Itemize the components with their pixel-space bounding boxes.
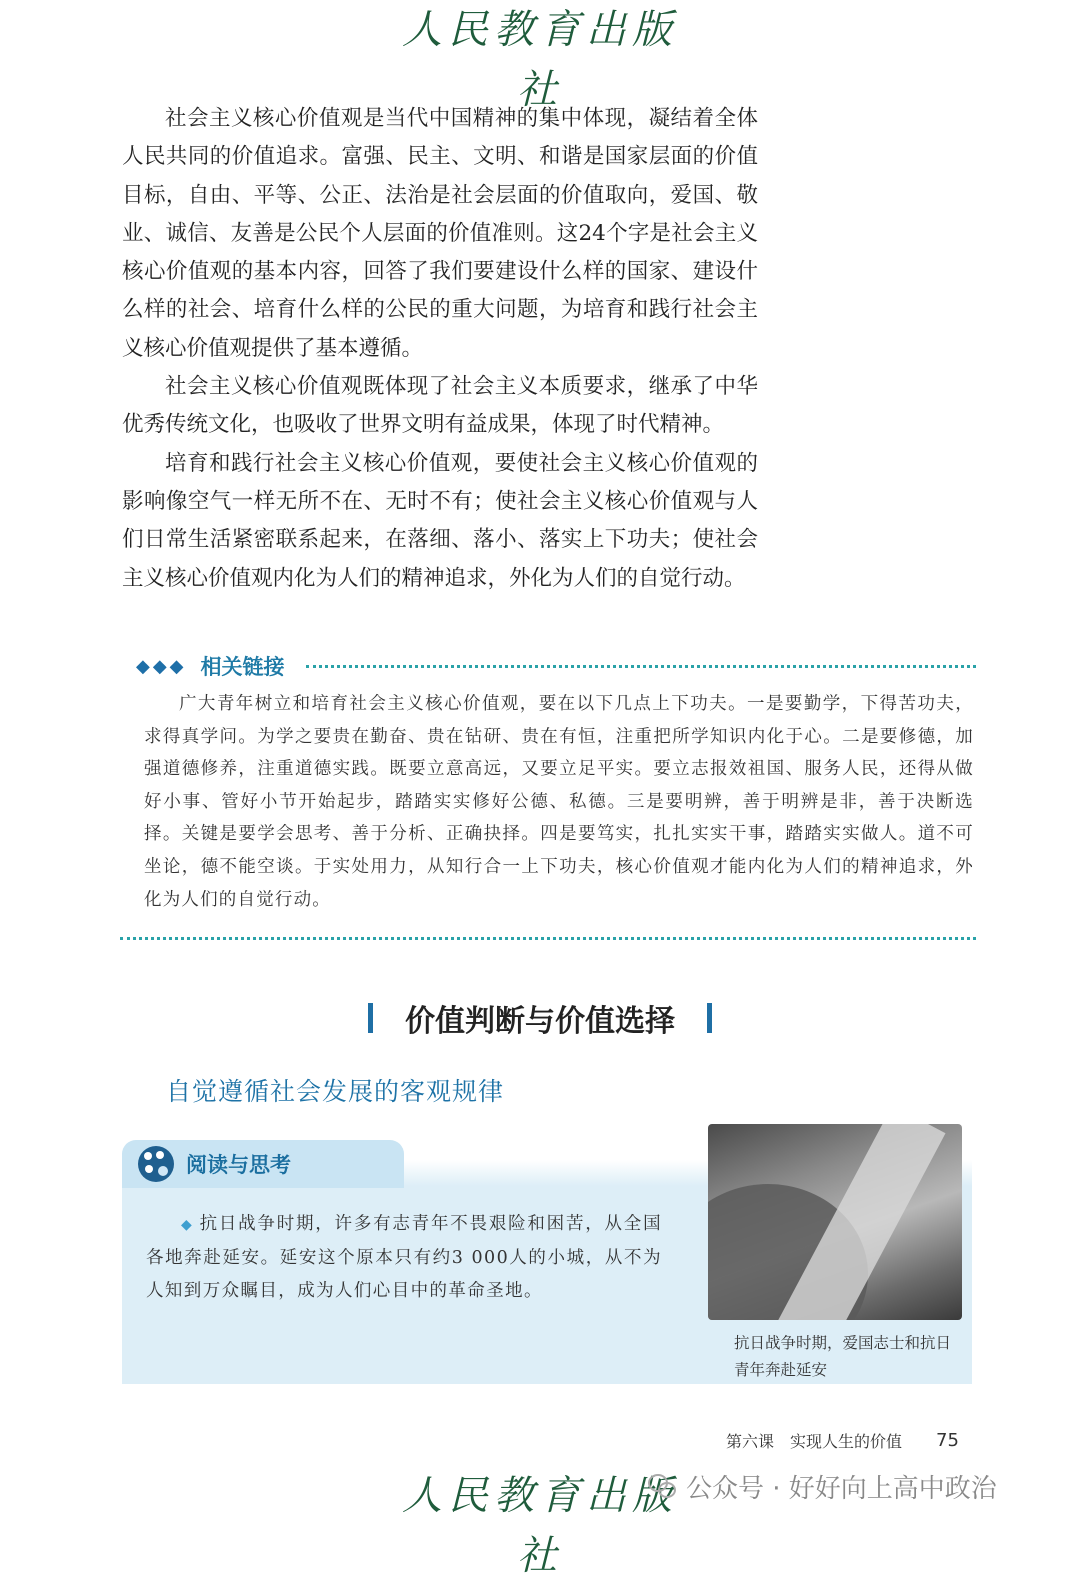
section-title <box>0 994 1080 1042</box>
related-link-text <box>144 688 974 916</box>
diamond-icon: ◆◆◆ <box>136 655 187 677</box>
related-link-box <box>120 648 976 940</box>
dotted-divider <box>306 665 976 668</box>
yanan-photo <box>708 1124 962 1320</box>
related-link-title: 相关链接 <box>200 655 285 679</box>
page-number: 75 <box>936 1429 959 1451</box>
palette-icon <box>138 1146 174 1182</box>
related-link-header <box>136 648 285 684</box>
wechat-icon <box>648 1474 678 1498</box>
paragraph: 培育和践行社会主义核心价值观，要使社会主义核心价值观的影响像空气一样无所不在、无时不有；使社会主义核心价值观与人们日常生活紧密联系起来，在落细、落小、落实上下功夫；使社会主义核心价值观内化为人们的精神追求，外化为人们的自觉行动。 <box>122 450 758 591</box>
chapter-label: 第六课 实现人生的价值 <box>726 1431 903 1451</box>
reading-text <box>146 1208 662 1308</box>
reading-paragraph <box>146 1208 662 1308</box>
diamond-bullet-icon: ◆ <box>181 1217 194 1233</box>
paragraph: 社会主义核心价值观是当代中国精神的集中体现，凝结着全体人民共同的价值追求。富强、民主、文明、和谐是国家层面的价值目标，自由、平等、公正、法治是社会层面的价值取向，爱国、敬业、诚信、友善是公民个人层面的价值准则。这24个字是社会主义核心价值观的基本内容，回答了我们要建设什么样的国家、建设什么样的社会、培育什么样的公民的重大问题，为培育和践行社会主义核心价值观提供了基本遵循。 <box>122 106 758 361</box>
page-footer <box>726 1428 959 1452</box>
watermark-text: 公众号 · 好好向上高中政治 <box>686 1473 997 1504</box>
reading-title: 阅读与思考 <box>186 1153 291 1177</box>
title-bar-right <box>707 1003 712 1033</box>
dotted-divider <box>120 937 976 940</box>
body-text <box>122 100 758 598</box>
publisher-logo-top: 人民教育出版社 <box>402 7 678 113</box>
related-link-paragraph: 广大青年树立和培育社会主义核心价值观，要在以下几点上下功夫。一是要勤学，下得苦功夫，求得真学问。为学之要贵在勤奋、贵在钻研、贵在有恒，注重把所学知识内化于心。二是要修德，加强道德修养，注重道德实践。既要立意高远，又要立足平实。要立志报效祖国、服务人民，还得从做好小事、管好小节开始起步，踏踏实实修好公德、私德。三是要明辨，善于明辨是非，善于决断选择。关键是要学会思考、善于分析、正确抉择。四是要笃实，扎扎实实干事，踏踏实实做人。道不可坐论，德不能空谈。于实处用力，从知行合一上下功夫，核心价值观才能内化为人们的精神追求，外化为人们的自觉行动。 <box>144 694 974 910</box>
reading-paragraph-text: 抗日战争时期，许多有志青年不畏艰险和困苦，从全国各地奔赴延安。延安这个原本只有约3 000人的小城，从不为人知到万众瞩目，成为人们心目中的革命圣地。 <box>146 1214 662 1301</box>
photo-caption: 抗日战争时期，爱国志士和抗日青年奔赴延安 <box>734 1334 952 1379</box>
title-bar-left <box>368 1003 373 1033</box>
subheading: 自觉遵循社会发展的客观规律 <box>166 1077 505 1106</box>
reading-tab <box>122 1140 404 1188</box>
section-title-text: 价值判断与价值选择 <box>405 1004 675 1039</box>
publisher-logo-bottom: 人民教育出版社 <box>402 1473 678 1579</box>
watermark <box>648 1466 997 1506</box>
paragraph: 社会主义核心价值观既体现了社会主义本质要求，继承了中华优秀传统文化，也吸收了世界文明有益成果，体现了时代精神。 <box>122 374 758 438</box>
